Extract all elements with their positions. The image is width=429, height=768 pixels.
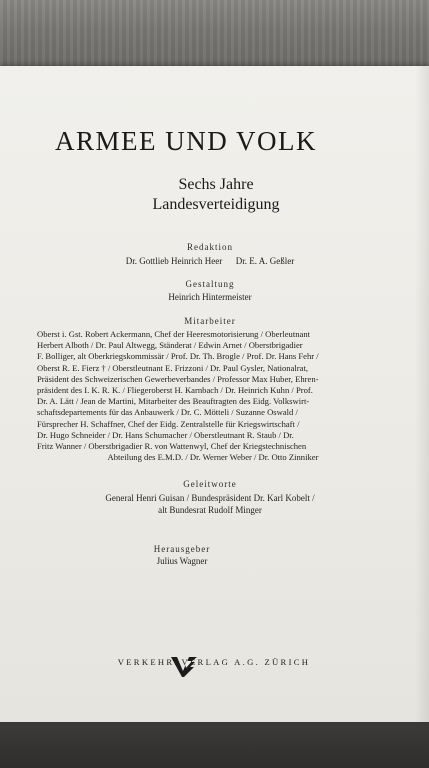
mitarbeiter-line: Präsident des Schweizerischen Gewerbeverbandes / Professor Max Huber, Ehren-: [37, 373, 319, 384]
page-edge-shadow: [415, 66, 429, 722]
redaktion-label: Redaktion: [187, 242, 233, 252]
mitarbeiter-line: Fürsprecher H. Schaffner, Chef der Eidg. Zentralstelle für Kriegswirtschaft /: [37, 418, 300, 429]
herausgeber-label: Herausgeber: [153, 544, 211, 554]
mitarbeiter-line: Oberst R. E. Fierz † / Oberstleutnant E. Frizzoni / Dr. Paul Gysler, Nationalrat,: [37, 362, 309, 373]
gestaltung-label: Gestaltung: [185, 279, 235, 289]
book-title: ARMEE UND VOLK: [55, 126, 317, 156]
mitarbeiter-list: [37, 329, 389, 463]
geleitworte-label: Geleitworte: [183, 479, 237, 489]
book-subtitle-line2: Landesverteidigung: [152, 196, 280, 213]
mitarbeiter-line: Herbert Alboth / Dr. Paul Altwegg, Ständerat / Edwin Arnet / Oberstbrigadier: [37, 340, 303, 351]
table-background-bottom: [0, 720, 429, 768]
herausgeber-name: Julius Wagner: [156, 556, 208, 566]
mitarbeiter-line: F. Bolliger, alt Oberkriegskommissär / Prof. Dr. Th. Brogle / Prof. Dr. Hans Fehr /: [37, 351, 319, 362]
mitarbeiter-line: schaftsdepartements für das Anbauwerk / Dr. C. Mötteli / Suzanne Oswald /: [37, 407, 298, 418]
publisher-name: VERKEHRSVERLAG A.G. ZÜRICH: [117, 657, 311, 667]
mitarbeiter-line: Oberst i. Gst. Robert Ackermann, Chef der Heeresmotorisierung / Oberleutnant: [37, 329, 311, 339]
table-background-top: [0, 0, 429, 72]
mitarbeiter-line: präsident des I. K. R. K. / Fliegeroberst H. Karnbach / Dr. Heinrich Kuhn / Prof.: [37, 385, 313, 396]
mitarbeiter-line: Dr. Hugo Schneider / Dr. Hans Schumacher / Oberstleutnant R. Staub / Dr.: [37, 429, 294, 440]
mitarbeiter-line: Dr. A. Lätt / Jean de Martini, Mitarbeiter des Beauftragten des Eidg. Volkswirt-: [37, 396, 310, 407]
mitarbeiter-line: Abteilung des E.M.D. / Dr. Werner Weber / Dr. Otto Zinniker: [107, 452, 319, 463]
mitarbeiter-line: Fritz Wanner / Oberstbrigadier R. von Wattenwyl, Chef der Kriegstechnischen: [37, 441, 307, 452]
page-content: [0, 66, 400, 722]
title-page: [0, 66, 429, 722]
mitarbeiter-label: Mitarbeiter: [184, 316, 236, 326]
geleitworte-line1: General Henri Guisan / Bundespräsident Dr. Karl Kobelt /: [105, 493, 315, 503]
gestaltung-names: Heinrich Hintermeister: [168, 292, 252, 302]
book-subtitle-line1: Sechs Jahre: [178, 176, 254, 193]
redaktion-names: Dr. Gottlieb Heinrich Heer Dr. E. A. Geßler: [125, 256, 295, 266]
geleitworte-line2: alt Bundesrat Rudolf Minger: [158, 505, 262, 515]
